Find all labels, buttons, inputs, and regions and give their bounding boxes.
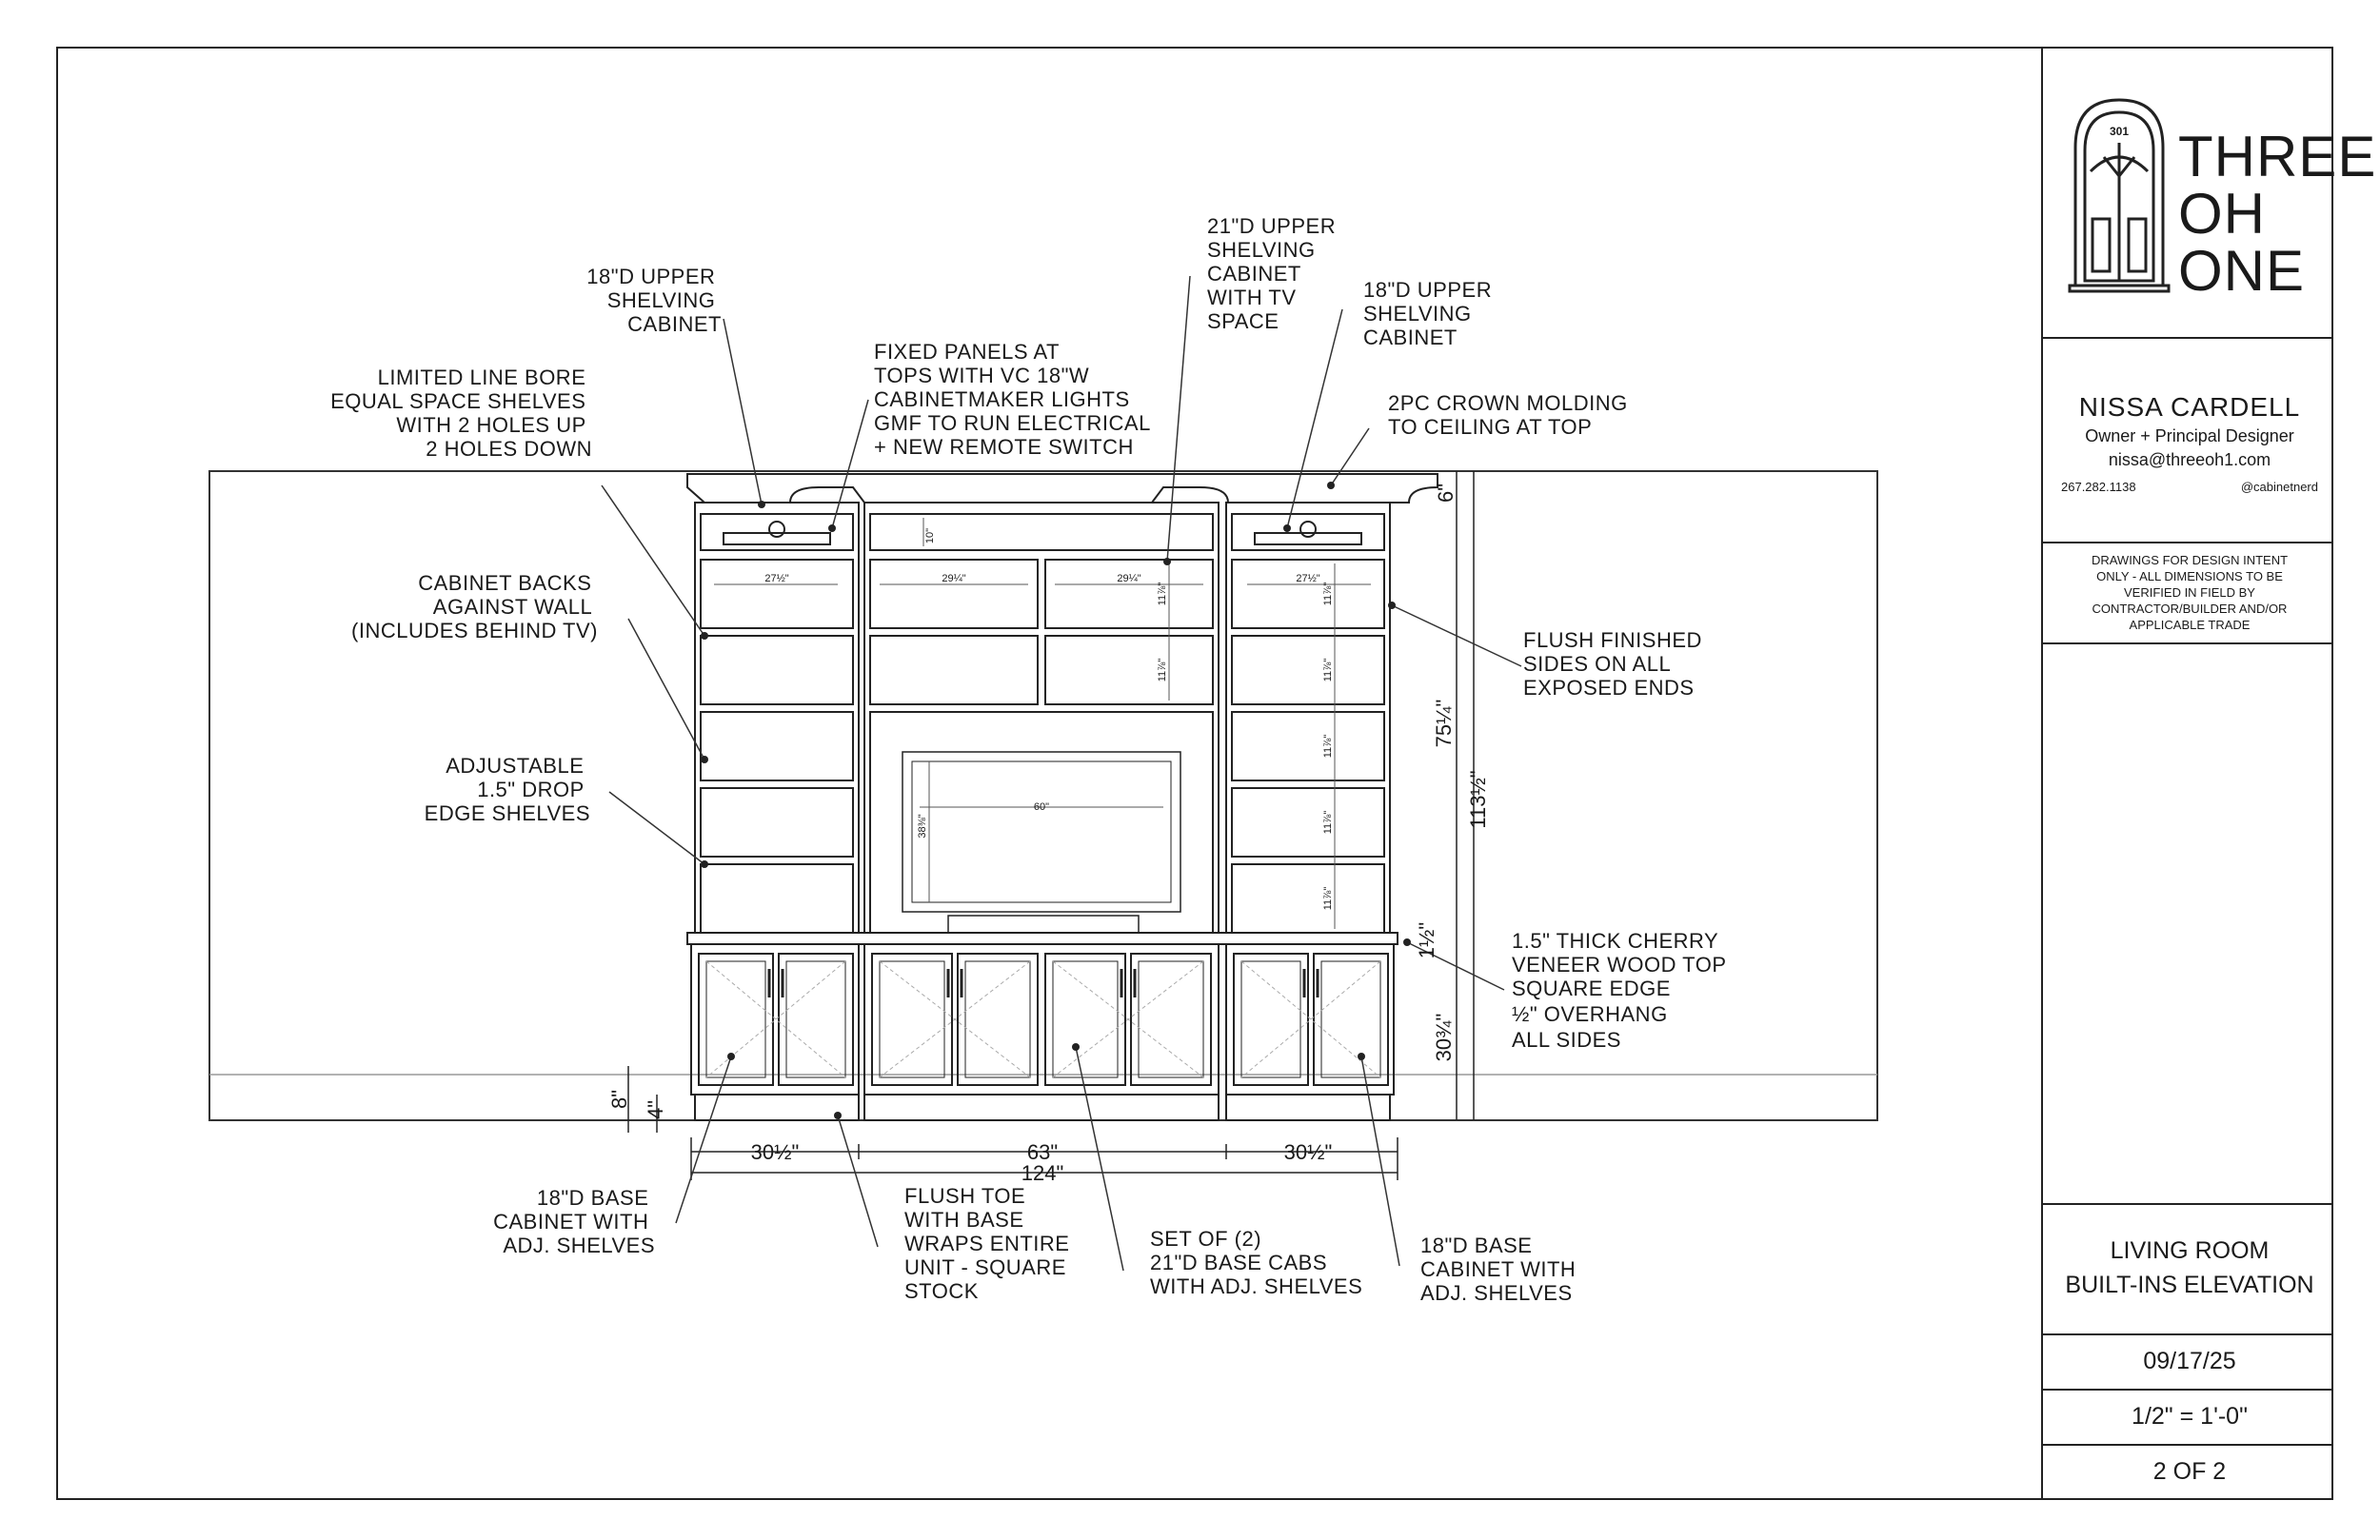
dim-toe-height: 4" bbox=[644, 1099, 667, 1120]
designer-email[interactable]: nissa@threeoh1.com bbox=[2108, 450, 2271, 469]
dim-top-thickness: 1½" bbox=[1415, 921, 1438, 959]
dim-shelf-spacing: 11⅞" bbox=[1157, 582, 1168, 606]
note-cabinet-backs: CABINET BACKS AGAINST WALL (INCLUDES BEHIND TV) bbox=[351, 571, 598, 642]
dim-upper-height: 75¼" bbox=[1432, 699, 1456, 748]
sheet-scale: 1/2" = 1'-0" bbox=[2132, 1403, 2248, 1430]
designer-name: NISSA CARDELL bbox=[2078, 392, 2301, 422]
dim-shelf-spacing: 11⅞" bbox=[1322, 810, 1334, 835]
disclaimer-line: DRAWINGS FOR DESIGN INTENT bbox=[2091, 553, 2289, 567]
note-fixed-panels: FIXED PANELS AT TOPS WITH VC 18"W CABINETMAKER LIGHTS GMF TO RUN ELECTRICAL + NEW REMOTE SWITCH bbox=[874, 340, 1151, 459]
dim-opening-left: 27½" bbox=[764, 573, 789, 584]
dim-overall-height: 113½" bbox=[1466, 770, 1490, 829]
dim-left-width: 30½" bbox=[750, 1140, 800, 1164]
sheet-date: 09/17/25 bbox=[2143, 1348, 2236, 1374]
dim-opening-center-left: 29¼" bbox=[942, 573, 966, 584]
sheet-title bbox=[2044, 1234, 2335, 1302]
disclaimer-line: APPLICABLE TRADE bbox=[2129, 618, 2251, 632]
dim-shelf-spacing: 11⅞" bbox=[1322, 658, 1334, 682]
sheet-title-line-2: BUILT-INS ELEVATION bbox=[2065, 1272, 2314, 1298]
dim-crown-height: 6" bbox=[1434, 483, 1458, 503]
width-dimension-lines bbox=[628, 1066, 1398, 1180]
note-adjustable-shelves: ADJUSTABLE 1.5" DROP EDGE SHELVES bbox=[424, 754, 590, 825]
designer-contact-row bbox=[2044, 480, 2335, 494]
note-cherry-top: 1.5" THICK CHERRY VENEER WOOD TOP SQUARE EDGE ½" OVERHANG ALL SIDES bbox=[1512, 929, 1727, 1052]
door-number: 301 bbox=[2109, 125, 2130, 138]
note-base-left: 18"D BASE CABINET WITH ADJ. SHELVES bbox=[493, 1186, 655, 1257]
brand-line-2: OH bbox=[2178, 182, 2266, 246]
note-crown: 2PC CROWN MOLDING TO CEILING AT TOP bbox=[1388, 391, 1628, 439]
dim-overall-width: 124" bbox=[1021, 1161, 1064, 1185]
note-toe-kick: FLUSH TOE WITH BASE WRAPS ENTIRE UNIT - SQUARE STOCK bbox=[904, 1184, 1070, 1303]
dim-tv-height: 38⅜" bbox=[917, 814, 928, 839]
dim-shelf-spacing: 11⅞" bbox=[1157, 658, 1168, 682]
dim-center-width: 63" bbox=[1026, 1140, 1059, 1164]
designer-title: Owner + Principal Designer bbox=[2085, 426, 2294, 445]
dim-tv-width: 60" bbox=[1033, 801, 1050, 813]
dim-wainscot-height: 8" bbox=[607, 1089, 631, 1110]
dim-panel-height: 10" bbox=[924, 527, 936, 544]
note-base-right: 18"D BASE CABINET WITH ADJ. SHELVES bbox=[1420, 1234, 1577, 1305]
note-upper-center: 21"D UPPER SHELVING CABINET WITH TV SPACE bbox=[1207, 214, 1337, 333]
note-upper-right: 18"D UPPER SHELVING CABINET bbox=[1363, 278, 1493, 349]
sheet-title-line-1: LIVING ROOM bbox=[2110, 1237, 2270, 1264]
disclaimer-line: VERIFIED IN FIELD BY bbox=[2124, 585, 2255, 600]
disclaimer-line: CONTRACTOR/BUILDER AND/OR bbox=[2092, 602, 2288, 616]
dim-opening-center-right: 29¼" bbox=[1117, 573, 1141, 584]
sheet-page: 2 OF 2 bbox=[2152, 1458, 2227, 1485]
designer-block bbox=[2044, 392, 2335, 494]
disclaimer-line: ONLY - ALL DIMENSIONS TO BE bbox=[2096, 569, 2283, 583]
brand-wordmark bbox=[2178, 125, 2377, 303]
note-flush-sides: FLUSH FINISHED SIDES ON ALL EXPOSED ENDS bbox=[1523, 628, 1702, 700]
dim-shelf-spacing: 11⅞" bbox=[1322, 886, 1334, 911]
brand-line-1: THREE bbox=[2178, 125, 2377, 188]
dim-right-width: 30½" bbox=[1283, 1140, 1333, 1164]
dim-shelf-spacing: 11⅞" bbox=[1322, 582, 1334, 606]
built-ins-elevation bbox=[687, 474, 1438, 1120]
brand-line-3: ONE bbox=[2178, 239, 2306, 303]
disclaimer bbox=[2044, 552, 2335, 633]
designer-handle: @cabinetnerd bbox=[2240, 480, 2318, 494]
note-base-center: SET OF (2) 21"D BASE CABS WITH ADJ. SHELVES bbox=[1150, 1227, 1363, 1298]
dim-base-height: 30¾" bbox=[1432, 1013, 1456, 1062]
designer-phone: 267.282.1138 bbox=[2061, 480, 2136, 494]
note-upper-left: 18"D UPPER SHELVING CABINET bbox=[586, 265, 722, 336]
dim-shelf-spacing: 11⅞" bbox=[1322, 734, 1334, 759]
note-line-bore: LIMITED LINE BORE EQUAL SPACE SHELVES WITH 2 HOLES UP 2 HOLES DOWN bbox=[330, 365, 592, 461]
dim-opening-right: 27½" bbox=[1296, 573, 1320, 584]
